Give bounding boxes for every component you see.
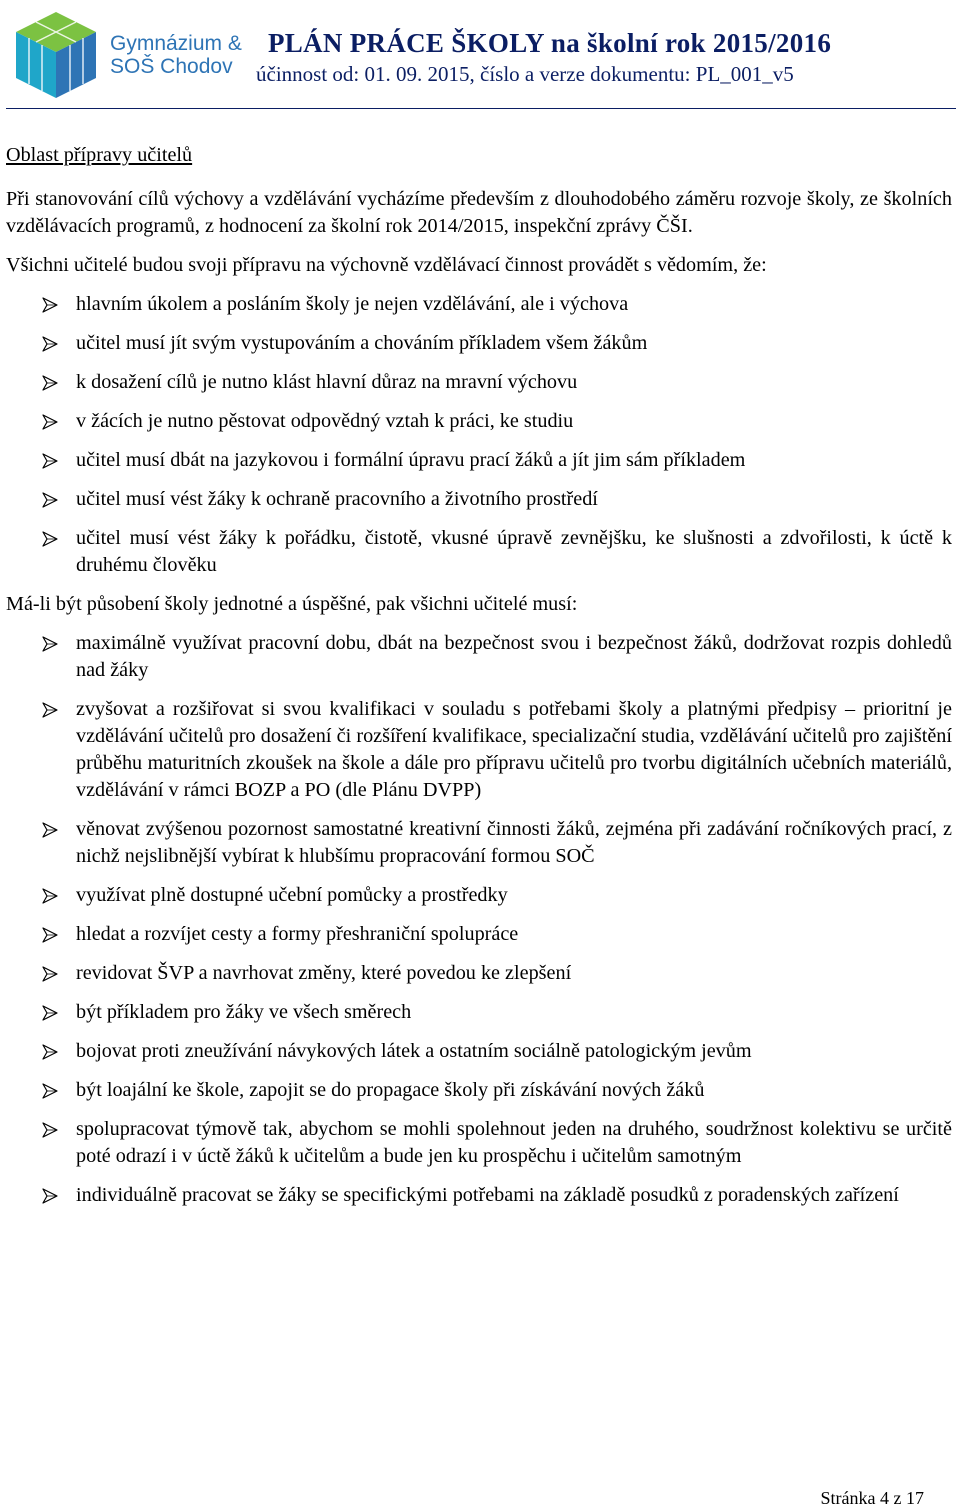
list-item — [6, 1038, 952, 1065]
bullet-list-2 — [6, 630, 952, 1209]
document-meta: účinnost od: 01. 09. 2015, číslo a verze dokumentu: PL_001_v5 — [256, 62, 794, 86]
arrowhead-bullet-icon — [42, 1083, 58, 1099]
arrowhead-bullet-icon — [42, 414, 58, 430]
page-content — [6, 142, 952, 1209]
arrowhead-bullet-icon — [42, 822, 58, 838]
list-item-text: zvyšovat a rozšiřovat si svou kvalifikaci v souladu s potřebami školy a platnými předpisy – prioritní je vzdělávání učitelů pro dosažení či rozšíření kvalifikace, specializační studia, vzdělávání učitelů pro zajištění průběhu maturitních zkoušek na škole a dále pro přípravu učitelů pro tvorbu digitálních učebních materiálů, vzdělávání v rámci BOZP a PO (dle Plánu DVPP) — [76, 698, 952, 801]
list-item-text: v žácích je nutno pěstovat odpovědný vztah k práci, ke studiu — [76, 410, 574, 432]
list-item-text: revidovat ŠVP a navrhovat změny, které povedou ke zlepšení — [76, 962, 572, 984]
arrowhead-bullet-icon — [42, 966, 58, 982]
list-item-text: učitel musí vést žáky k pořádku, čistotě, vkusné úpravě zevnějšku, ke slušnosti a zdvořilosti, k úctě k druhému člověku — [76, 527, 952, 576]
arrowhead-bullet-icon — [42, 375, 58, 391]
list-item — [6, 486, 952, 513]
list-item-text: hlavním úkolem a posláním školy je nejen vzdělávání, ale i výchova — [76, 293, 629, 315]
list-item — [6, 291, 952, 318]
list-item — [6, 330, 952, 357]
list-item-text: maximálně využívat pracovní dobu, dbát na bezpečnost svou i bezpečnost žáků, dodržovat rozpis dohledů nad žáky — [76, 632, 952, 681]
arrowhead-bullet-icon — [42, 1044, 58, 1060]
arrowhead-bullet-icon — [42, 531, 58, 547]
section-title: Oblast přípravy učitelů — [6, 144, 193, 166]
list-item-text: být příkladem pro žáky ve všech směrech — [76, 1001, 412, 1023]
list-item-text: k dosažení cílů je nutno klást hlavní důraz na mravní výchovu — [76, 371, 578, 393]
list-item-text: spolupracovat týmově tak, abychom se mohli spolehnout jeden na druhého, soudržnost kolektivu se určitě poté odrazí i v úctě žáků k učitelům a bude jen ku prospěchu i učitelům samotným — [76, 1118, 952, 1167]
school-logo-cube-icon — [6, 4, 106, 104]
list-item-text: bojovat proti zneužívání návykových látek a ostatním sociálně patologickým jevům — [76, 1040, 752, 1062]
arrowhead-bullet-icon — [42, 636, 58, 652]
list-item — [6, 525, 952, 579]
logo-text-line2: SOŠ Chodov — [110, 55, 233, 78]
arrowhead-bullet-icon — [42, 453, 58, 469]
arrowhead-bullet-icon — [42, 492, 58, 508]
arrowhead-bullet-icon — [42, 336, 58, 352]
list-item-text: individuálně pracovat se žáky se specifickými potřebami na základě posudků z poradenských zařízení — [76, 1184, 899, 1206]
lead-paragraph-1: Všichni učitelé budou svoji přípravu na výchovně vzdělávací činnost provádět s vědomím, že: — [6, 254, 767, 276]
header-divider — [6, 108, 956, 109]
list-item — [6, 1077, 952, 1104]
arrowhead-bullet-icon — [42, 297, 58, 313]
list-item — [6, 816, 952, 870]
list-item — [6, 696, 952, 804]
list-item-text: učitel musí jít svým vystupováním a chováním příkladem všem žákům — [76, 332, 648, 354]
list-item-text: věnovat zvýšenou pozornost samostatné kreativní činnosti žáků, zejména při zadávání ročníkových prací, z nichž nejslibnější vybírat k hlubšímu propracování formou SOČ — [76, 818, 952, 867]
page-number: Stránka 4 z 17 — [820, 1488, 924, 1508]
arrowhead-bullet-icon — [42, 1122, 58, 1138]
list-item — [6, 447, 952, 474]
arrowhead-bullet-icon — [42, 927, 58, 943]
list-item-text: učitel musí vést žáky k ochraně pracovního a životního prostředí — [76, 488, 598, 510]
arrowhead-bullet-icon — [42, 1005, 58, 1021]
list-item — [6, 369, 952, 396]
intro-paragraph: Při stanovování cílů výchovy a vzdělávání vycházíme především z dlouhodobého záměru rozvoje školy, ze školních vzdělávacích programů, z hodnocení za školní rok 2014/2015, inspekční zprávy ČŠI. — [6, 188, 952, 237]
list-item — [6, 882, 952, 909]
list-item-text: využívat plně dostupné učební pomůcky a prostředky — [76, 884, 508, 906]
list-item — [6, 630, 952, 684]
list-item-text: učitel musí dbát na jazykovou i formální úpravu prací žáků a jít jim sám příkladem — [76, 449, 746, 471]
school-logo — [6, 4, 250, 104]
arrowhead-bullet-icon — [42, 1188, 58, 1204]
logo-text — [110, 32, 242, 78]
page-header — [0, 0, 960, 112]
lead-paragraph-2: Má-li být působení školy jednotné a úspěšné, pak všichni učitelé musí: — [6, 593, 578, 615]
list-item — [6, 1116, 952, 1170]
list-item — [6, 921, 952, 948]
list-item — [6, 960, 952, 987]
document-title: PLÁN PRÁCE ŠKOLY na školní rok 2015/2016 — [268, 28, 832, 58]
arrowhead-bullet-icon — [42, 888, 58, 904]
list-item — [6, 1182, 952, 1209]
logo-text-line1: Gymnázium & — [110, 32, 242, 55]
list-item — [6, 999, 952, 1026]
bullet-list-1 — [6, 291, 952, 579]
list-item — [6, 408, 952, 435]
list-item-text: hledat a rozvíjet cesty a formy přeshraniční spolupráce — [76, 923, 519, 945]
arrowhead-bullet-icon — [42, 702, 58, 718]
list-item-text: být loajální ke škole, zapojit se do propagace školy při získávání nových žáků — [76, 1079, 705, 1101]
